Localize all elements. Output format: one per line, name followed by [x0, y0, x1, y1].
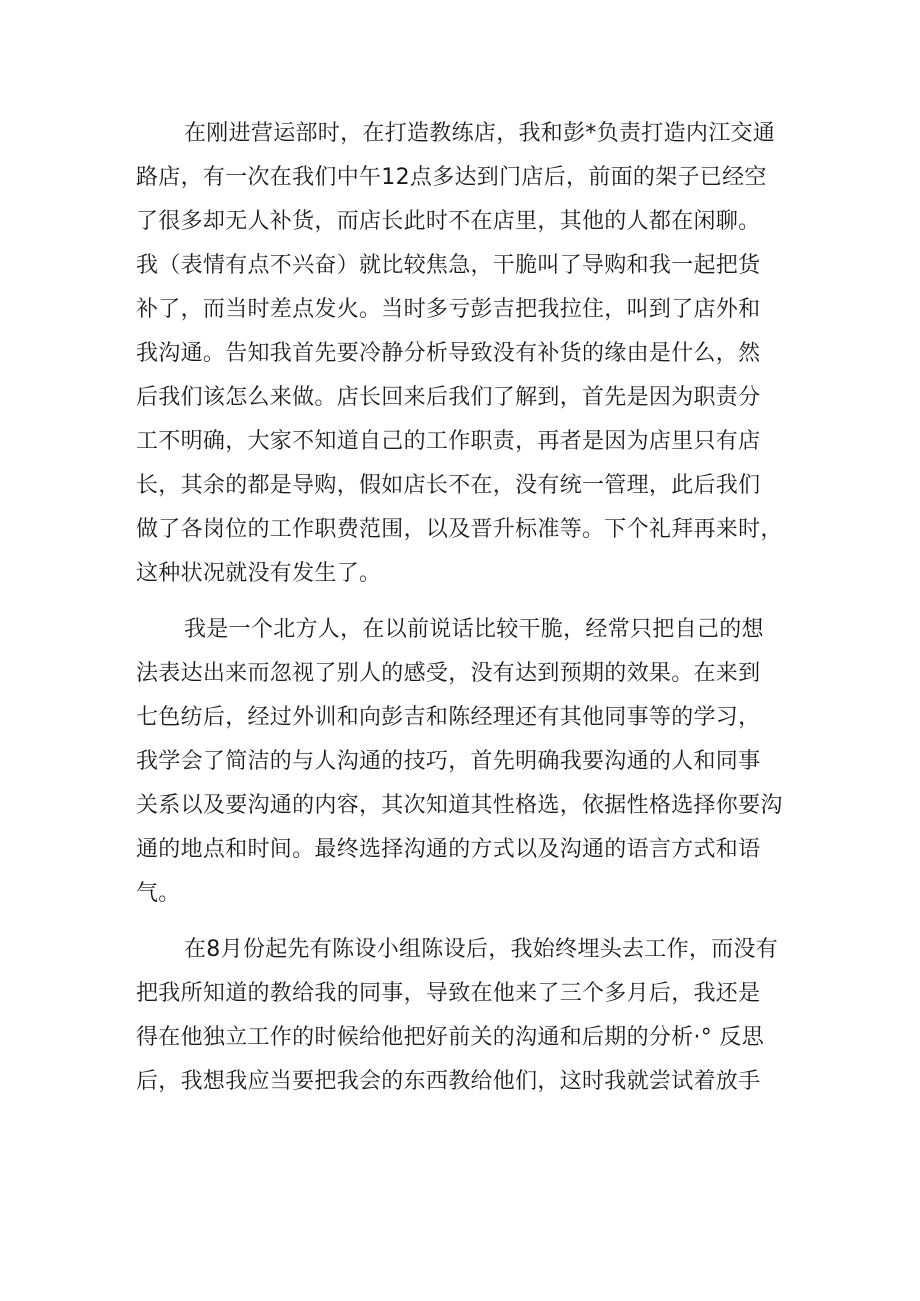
text-line: 补了，而当时差点发火。当时多亏彭吉把我拉住，叫到了店外和 [136, 297, 761, 322]
text-line: 得在他独立工作的时候给他把好前关的沟通和后期的分析·° 反思 [136, 1025, 764, 1050]
text-line: 路店，有一次在我们中午12点多达到门店后，前面的架子已经空 [136, 165, 767, 190]
text-line: 这种状况就没有发生了。 [136, 561, 382, 586]
text-line: 我是一个北方人，在以前说话比较干脆，经常只把自己的想 [184, 617, 764, 642]
paragraph-3 [136, 928, 800, 1104]
text-line: 我学会了简洁的与人沟通的技巧，首先明确我要沟通的人和同事 [136, 749, 761, 774]
paragraph-2 [136, 608, 800, 916]
text-line: 长，其余的都是导购，假如店长不在，没有统一管理，此后我们 [136, 473, 761, 498]
text-line: 把我所知道的教给我的同事，导致在他来了三个多月后，我还是 [136, 981, 761, 1006]
text-line: 了很多却无人补货，而店长此时不在店里，其他的人都在闲聊。 [136, 209, 761, 234]
text-line: 工不明确，大家不知道自己的工作职责，再者是因为店里只有店 [136, 429, 761, 454]
paragraph-spacer [136, 916, 800, 928]
text-line: 法表达出来而忽视了别人的感受，没有达到预期的效果。在来到 [136, 661, 761, 686]
text-line: 做了各岗位的工作职费范围，以及晋升标准等。下个礼拜再来时， [136, 517, 783, 542]
text-line: 在8月份起先有陈设小组陈设后，我始终埋头去工作，而没有 [184, 937, 779, 962]
text-line: 七色纺后，经过外训和向彭吉和陈经理还有其他同事等的学习， [136, 705, 761, 730]
text-line: 关系以及要沟通的内容，其次知道其性格选，依据性格选择你要沟 [136, 793, 783, 818]
text-line: 后我们该怎么来做。店长回来后我们了解到，首先是因为职责分 [136, 385, 761, 410]
text-line: 我沟通。告知我首先要冷静分析导致没有补货的缘由是什么，然 [136, 341, 761, 366]
text-line: 在刚进营运部时，在打造教练店，我和彭*负责打造内江交通 [184, 121, 776, 146]
text-line: 气。 [136, 881, 181, 906]
paragraph-spacer [136, 596, 800, 608]
text-line: 后，我想我应当要把我会的东西教给他们，这时我就尝试着放手 [136, 1069, 761, 1094]
text-line: 通的地点和时间。最终选择沟通的方式以及沟通的语言方式和语 [136, 837, 761, 862]
text-line: 我（表情有点不兴奋）就比较焦急，干脆叫了导购和我一起把货 [136, 253, 761, 278]
paragraph-1 [136, 112, 800, 596]
document-body [136, 112, 800, 1104]
